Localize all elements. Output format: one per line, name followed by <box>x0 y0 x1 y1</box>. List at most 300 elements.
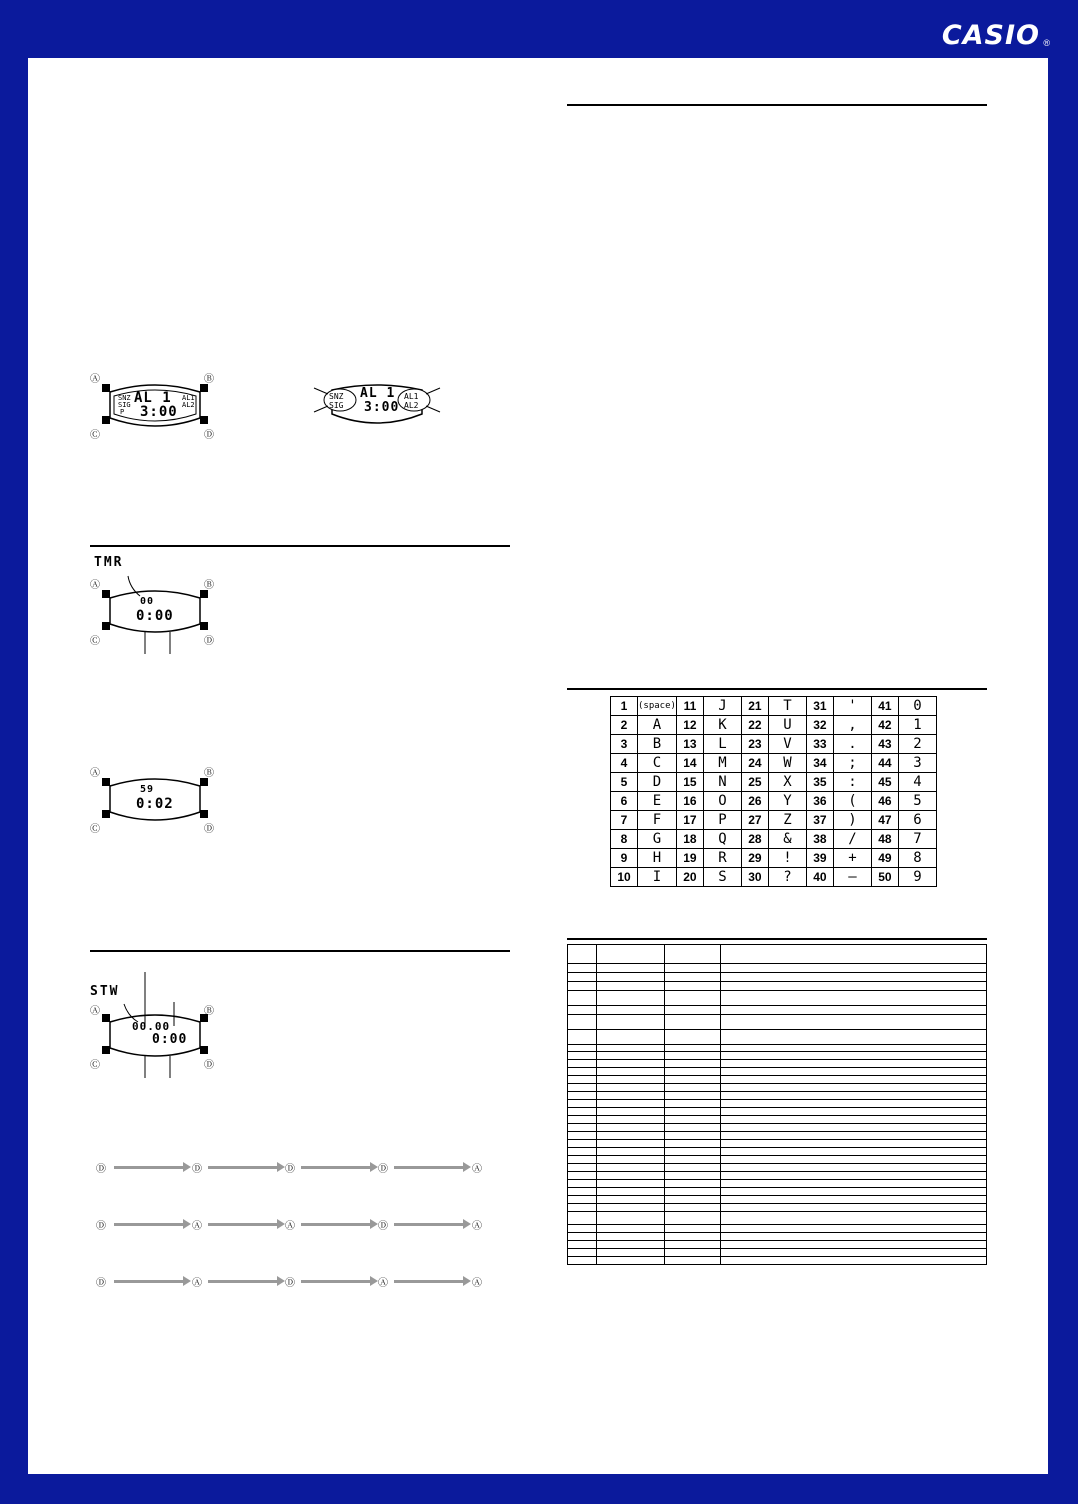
reference-cell <box>664 1241 720 1249</box>
code-number: 23 <box>741 735 768 754</box>
reference-row <box>568 1015 987 1030</box>
reference-cell <box>721 1030 987 1045</box>
code-table-row <box>611 830 937 849</box>
code-character: S <box>703 868 741 887</box>
reference-cell <box>664 1068 720 1076</box>
code-number: 43 <box>871 735 898 754</box>
reference-cell <box>721 1188 987 1196</box>
reference-row <box>568 1180 987 1188</box>
flow2-step2: Ⓐ <box>192 1221 202 1232</box>
flow3-step2: Ⓐ <box>192 1278 202 1289</box>
reference-cell <box>568 1132 597 1140</box>
code-number: 7 <box>611 811 638 830</box>
reference-row <box>568 945 987 964</box>
timer-button-a: Ⓐ <box>90 580 100 591</box>
reference-cell <box>596 1060 664 1068</box>
reference-cell <box>664 1225 720 1233</box>
code-character: ; <box>833 754 871 773</box>
reference-cell <box>721 1249 987 1257</box>
button-a-label: Ⓐ <box>90 374 100 385</box>
code-number: 18 <box>676 830 703 849</box>
stw-button-b: Ⓑ <box>204 1006 214 1017</box>
code-number: 45 <box>871 773 898 792</box>
code-number: 35 <box>806 773 833 792</box>
reference-cell <box>664 973 720 982</box>
code-number: 6 <box>611 792 638 811</box>
casio-logo: CASIO <box>941 20 1040 51</box>
code-number: 9 <box>611 849 638 868</box>
alarm-right-label: AL 1 <box>360 386 396 401</box>
reference-cell <box>596 1100 664 1108</box>
code-number: 22 <box>741 716 768 735</box>
timer-button-c: Ⓒ <box>90 636 100 647</box>
reference-row <box>568 982 987 991</box>
reference-cell <box>664 1180 720 1188</box>
code-number: 42 <box>871 716 898 735</box>
reference-cell <box>664 1124 720 1132</box>
reference-cell <box>721 1257 987 1265</box>
reference-cell <box>664 1140 720 1148</box>
reference-cell <box>721 1100 987 1108</box>
button-d-label: Ⓓ <box>204 430 214 441</box>
code-number: 29 <box>741 849 768 868</box>
flow3-step5: Ⓐ <box>472 1278 482 1289</box>
timer-time-display: 0:00 <box>136 608 174 624</box>
reference-cell <box>596 1030 664 1045</box>
stw-button-a: Ⓐ <box>90 1006 100 1017</box>
reference-cell <box>721 945 987 964</box>
reference-cell <box>721 1140 987 1148</box>
reference-cell <box>664 1156 720 1164</box>
code-character: Y <box>768 792 806 811</box>
code-character: 9 <box>898 868 936 887</box>
reference-cell <box>596 1241 664 1249</box>
code-number: 19 <box>676 849 703 868</box>
code-character: M <box>703 754 741 773</box>
flow2-step3: Ⓐ <box>285 1221 295 1232</box>
code-character: T <box>768 697 806 716</box>
code-number: 24 <box>741 754 768 773</box>
reference-cell <box>568 1241 597 1249</box>
reference-cell <box>721 991 987 1006</box>
code-character: , <box>833 716 871 735</box>
reference-row <box>568 1084 987 1092</box>
reference-row <box>568 1060 987 1068</box>
reference-cell <box>721 1172 987 1180</box>
reference-cell <box>721 1196 987 1204</box>
reference-cell <box>568 973 597 982</box>
reference-cell <box>721 1225 987 1233</box>
code-number: 47 <box>871 811 898 830</box>
reference-cell <box>664 964 720 973</box>
code-number: 28 <box>741 830 768 849</box>
flow-arrow <box>208 1223 278 1226</box>
reference-cell <box>664 982 720 991</box>
reference-row <box>568 1006 987 1015</box>
reference-cell <box>568 1124 597 1132</box>
code-number: 5 <box>611 773 638 792</box>
reference-cell <box>664 1188 720 1196</box>
flow-arrow <box>114 1223 184 1226</box>
reference-cell <box>721 1052 987 1060</box>
code-character: G <box>638 830 677 849</box>
reference-cell <box>568 1212 597 1225</box>
code-character: & <box>768 830 806 849</box>
reference-row <box>568 1030 987 1045</box>
alarm-time-display: 3:00 <box>140 404 178 420</box>
reference-cell <box>568 1148 597 1156</box>
reference-cell <box>721 1233 987 1241</box>
reference-cell <box>568 945 597 964</box>
timer-button-b: Ⓑ <box>204 580 214 591</box>
reference-cell <box>568 1257 597 1265</box>
code-character: B <box>638 735 677 754</box>
timer2-button-b: Ⓑ <box>204 768 214 779</box>
code-character: C <box>638 754 677 773</box>
flow2-step4: Ⓓ <box>378 1221 388 1232</box>
reference-cell <box>568 1084 597 1092</box>
timer2-button-d: Ⓓ <box>204 824 214 835</box>
stw-button-d: Ⓓ <box>204 1060 214 1071</box>
top-bar <box>0 0 1078 58</box>
stw-button-c: Ⓒ <box>90 1060 100 1071</box>
reference-cell <box>568 1140 597 1148</box>
code-table-row <box>611 716 937 735</box>
reference-cell <box>721 1124 987 1132</box>
sig-indicator: SIG <box>118 401 131 409</box>
code-character: L <box>703 735 741 754</box>
al1-indicator: AL1 <box>182 394 195 402</box>
code-character: A <box>638 716 677 735</box>
reference-cell <box>664 1257 720 1265</box>
reference-cell <box>596 1108 664 1116</box>
flow3-step4: Ⓐ <box>378 1278 388 1289</box>
flow1-step1: Ⓓ <box>96 1164 106 1175</box>
code-character: U <box>768 716 806 735</box>
reference-cell <box>596 991 664 1006</box>
reference-row <box>568 1140 987 1148</box>
code-number: 20 <box>676 868 703 887</box>
reference-cell <box>721 1068 987 1076</box>
reference-row <box>568 1212 987 1225</box>
stopwatch-watch-illustration <box>90 970 220 1080</box>
code-number: 11 <box>676 697 703 716</box>
reference-cell <box>721 973 987 982</box>
reference-cell <box>596 1225 664 1233</box>
code-number: 31 <box>806 697 833 716</box>
reference-cell <box>596 1092 664 1100</box>
code-number: 41 <box>871 697 898 716</box>
flow-arrow <box>394 1280 464 1283</box>
reference-row <box>568 1092 987 1100</box>
flow-arrow <box>208 1166 278 1169</box>
reference-row <box>568 1196 987 1204</box>
code-character: Q <box>703 830 741 849</box>
reference-cell <box>664 1212 720 1225</box>
reference-cell <box>568 982 597 991</box>
reference-cell <box>721 1060 987 1068</box>
reference-row <box>568 1100 987 1108</box>
reference-row <box>568 1156 987 1164</box>
button-b-label: Ⓑ <box>204 374 214 385</box>
registered-mark: ® <box>1043 38 1050 48</box>
code-number: 8 <box>611 830 638 849</box>
reference-cell <box>664 1132 720 1140</box>
reference-cell <box>568 1156 597 1164</box>
code-number: 49 <box>871 849 898 868</box>
code-character: X <box>768 773 806 792</box>
reference-cell <box>664 1076 720 1084</box>
code-character: (space) <box>638 697 677 716</box>
code-character: 5 <box>898 792 936 811</box>
code-character: W <box>768 754 806 773</box>
code-table-row <box>611 754 937 773</box>
reference-cell <box>596 1164 664 1172</box>
reference-cell <box>596 1257 664 1265</box>
al1-callout: AL1 <box>404 392 419 401</box>
code-table-row <box>611 792 937 811</box>
reference-cell <box>721 1241 987 1249</box>
reference-cell <box>568 1045 597 1052</box>
code-number: 39 <box>806 849 833 868</box>
section-rule-stopwatch <box>90 950 510 952</box>
reference-row <box>568 1124 987 1132</box>
reference-cell <box>596 1188 664 1196</box>
flow1-step5: Ⓐ <box>472 1164 482 1175</box>
reference-cell <box>721 1092 987 1100</box>
sig-callout: SIG <box>329 401 344 410</box>
flow-arrow <box>208 1280 278 1283</box>
code-character: P <box>703 811 741 830</box>
reference-cell <box>664 1249 720 1257</box>
reference-cell <box>596 1076 664 1084</box>
reference-cell <box>664 1108 720 1116</box>
code-number: 33 <box>806 735 833 754</box>
reference-cell <box>568 1006 597 1015</box>
code-table-row <box>611 773 937 792</box>
reference-cell <box>568 1196 597 1204</box>
reference-cell <box>721 1212 987 1225</box>
reference-cell <box>568 1172 597 1180</box>
timer-watch-illustration <box>90 574 220 654</box>
code-character: J <box>703 697 741 716</box>
manual-page <box>28 58 1048 1474</box>
code-character: R <box>703 849 741 868</box>
flow-arrow <box>114 1280 184 1283</box>
flow-arrow <box>301 1223 371 1226</box>
reference-cell <box>664 1148 720 1156</box>
code-character: O <box>703 792 741 811</box>
reference-cell <box>596 1015 664 1030</box>
reference-cell <box>721 964 987 973</box>
button-c-label: Ⓒ <box>90 430 100 441</box>
code-character: ' <box>833 697 871 716</box>
reference-cell <box>721 1156 987 1164</box>
reference-cell <box>721 982 987 991</box>
code-number: 13 <box>676 735 703 754</box>
reference-cell <box>596 1045 664 1052</box>
reference-cell <box>568 1188 597 1196</box>
flow1-step3: Ⓓ <box>285 1164 295 1175</box>
reference-cell <box>664 1204 720 1212</box>
code-character: ) <box>833 811 871 830</box>
character-code-table <box>610 696 937 887</box>
flow2-step5: Ⓐ <box>472 1221 482 1232</box>
code-number: 15 <box>676 773 703 792</box>
reference-cell <box>596 1084 664 1092</box>
reference-cell <box>596 1068 664 1076</box>
code-character: 3 <box>898 754 936 773</box>
reference-cell <box>568 991 597 1006</box>
reference-cell <box>568 1092 597 1100</box>
reference-cell <box>664 991 720 1006</box>
code-number: 17 <box>676 811 703 830</box>
reference-cell <box>568 1180 597 1188</box>
flow-arrow <box>114 1166 184 1169</box>
code-character: 7 <box>898 830 936 849</box>
reference-cell <box>664 1030 720 1045</box>
flow3-step1: Ⓓ <box>96 1278 106 1289</box>
code-character: Z <box>768 811 806 830</box>
reference-cell <box>664 1172 720 1180</box>
reference-table <box>567 944 987 1265</box>
code-number: 34 <box>806 754 833 773</box>
reference-cell <box>568 1060 597 1068</box>
section-rule-char-table <box>567 688 987 690</box>
section-rule-right-top <box>567 104 987 106</box>
reference-cell <box>596 945 664 964</box>
snz-callout: SNZ <box>329 392 344 401</box>
flow1-step2: Ⓓ <box>192 1164 202 1175</box>
reference-cell <box>664 1116 720 1124</box>
reference-row <box>568 1249 987 1257</box>
code-number: 37 <box>806 811 833 830</box>
flow-arrow <box>301 1280 371 1283</box>
reference-cell <box>664 1045 720 1052</box>
reference-cell <box>721 1045 987 1052</box>
reference-row <box>568 1241 987 1249</box>
reference-row <box>568 1204 987 1212</box>
code-character: H <box>638 849 677 868</box>
reference-cell <box>664 945 720 964</box>
reference-cell <box>664 1015 720 1030</box>
reference-cell <box>721 1108 987 1116</box>
reference-cell <box>721 1076 987 1084</box>
reference-cell <box>568 1100 597 1108</box>
code-number: 4 <box>611 754 638 773</box>
reference-cell <box>568 1068 597 1076</box>
reference-cell <box>568 1052 597 1060</box>
reference-row <box>568 1116 987 1124</box>
stopwatch-mode-label: STW <box>90 984 120 999</box>
reference-cell <box>596 1172 664 1180</box>
reference-cell <box>664 1084 720 1092</box>
reference-row <box>568 1108 987 1116</box>
reference-cell <box>596 1006 664 1015</box>
reference-cell <box>596 1249 664 1257</box>
reference-row <box>568 1132 987 1140</box>
flow-arrow <box>394 1223 464 1226</box>
reference-cell <box>721 1132 987 1140</box>
code-number: 1 <box>611 697 638 716</box>
timer-seconds-display: 00 <box>140 596 155 607</box>
code-number: 32 <box>806 716 833 735</box>
reference-cell <box>568 1108 597 1116</box>
code-number: 30 <box>741 868 768 887</box>
al2-callout: AL2 <box>404 401 419 410</box>
code-number: 21 <box>741 697 768 716</box>
code-number: 38 <box>806 830 833 849</box>
reference-row <box>568 1148 987 1156</box>
reference-row <box>568 1233 987 1241</box>
reference-cell <box>664 1060 720 1068</box>
code-character: 6 <box>898 811 936 830</box>
code-number: 50 <box>871 868 898 887</box>
code-character: — <box>833 868 871 887</box>
reference-row <box>568 1188 987 1196</box>
reference-cell <box>568 1249 597 1257</box>
reference-row <box>568 1076 987 1084</box>
reference-cell <box>721 1084 987 1092</box>
flow1-step4: Ⓓ <box>378 1164 388 1175</box>
code-character: F <box>638 811 677 830</box>
reference-row <box>568 973 987 982</box>
reference-cell <box>721 1180 987 1188</box>
reference-cell <box>721 1204 987 1212</box>
reference-cell <box>568 1164 597 1172</box>
reference-cell <box>664 1092 720 1100</box>
flow-arrow <box>301 1166 371 1169</box>
code-number: 25 <box>741 773 768 792</box>
reference-cell <box>664 1100 720 1108</box>
code-character: 4 <box>898 773 936 792</box>
code-number: 14 <box>676 754 703 773</box>
reference-cell <box>664 1233 720 1241</box>
alarm-label-display: AL 1 <box>134 390 172 406</box>
reference-cell <box>721 1006 987 1015</box>
reference-row <box>568 1172 987 1180</box>
code-character: ! <box>768 849 806 868</box>
reference-cell <box>664 1052 720 1060</box>
code-character: ( <box>833 792 871 811</box>
code-character: : <box>833 773 871 792</box>
section-rule-spec-table <box>567 938 987 940</box>
reference-cell <box>721 1164 987 1172</box>
alarm-right-time: 3:00 <box>364 400 400 415</box>
code-number: 10 <box>611 868 638 887</box>
code-character: K <box>703 716 741 735</box>
timer-running-illustration <box>90 764 220 834</box>
reference-cell <box>568 1225 597 1233</box>
reference-cell <box>568 1233 597 1241</box>
reference-cell <box>596 1132 664 1140</box>
code-table-row <box>611 849 937 868</box>
code-character: 0 <box>898 697 936 716</box>
reference-cell <box>596 964 664 973</box>
code-character: D <box>638 773 677 792</box>
reference-row <box>568 1164 987 1172</box>
reference-cell <box>721 1148 987 1156</box>
reference-cell <box>664 1164 720 1172</box>
reference-cell <box>596 982 664 991</box>
reference-cell <box>596 1140 664 1148</box>
code-number: 36 <box>806 792 833 811</box>
snz-indicator: SNZ <box>118 394 131 402</box>
code-character: I <box>638 868 677 887</box>
timer2-seconds-display: 59 <box>140 784 155 795</box>
flow-arrow <box>394 1166 464 1169</box>
reference-cell <box>596 1052 664 1060</box>
